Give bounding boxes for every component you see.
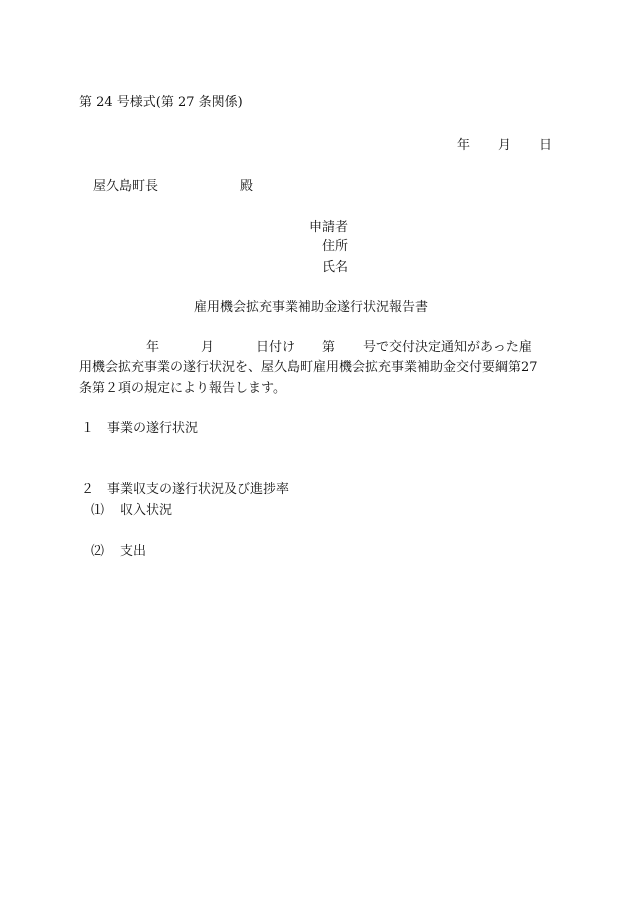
applicant-address-label: 住所 [322,239,349,254]
section-1-number: １ [81,421,95,436]
date-year: 年 [457,138,471,153]
body-line2: 用機会拡充事業の遂行状況を、屋久島町雇用機会拡充事業補助金交付要綱第27 [79,360,538,375]
addressee-name: 屋久島町長 [93,179,159,194]
applicant-label: 申請者 [309,220,349,235]
section-2-number: ２ [81,482,95,497]
body-line1-month: 月 [201,340,215,355]
body-line1-rest: 号で交付決定通知があった雇 [363,340,532,355]
applicant-name-label: 氏名 [322,260,349,275]
subsection-2-title: 支出 [120,544,147,559]
section-2-title: 事業収支の遂行状況及び進捗率 [107,482,290,497]
body-line1-day: 日付け [256,340,296,355]
date-month: 月 [498,138,512,153]
date-day: 日 [539,138,553,153]
subsection-2-number: ⑵ [91,544,105,559]
subsection-1-number: ⑴ [91,503,105,518]
document-title: 雇用機会拡充事業補助金遂行状況報告書 [194,300,429,315]
body-line1-dai: 第 [322,340,336,355]
subsection-1-title: 収入状況 [120,503,173,518]
body-line1-year: 年 [146,340,160,355]
form-number: 第 24 号様式(第 27 条関係) [79,95,243,110]
body-line3: 条第２項の規定により報告します。 [79,381,286,396]
addressee-honorific: 殿 [240,179,254,194]
section-1-title: 事業の遂行状況 [107,421,199,436]
